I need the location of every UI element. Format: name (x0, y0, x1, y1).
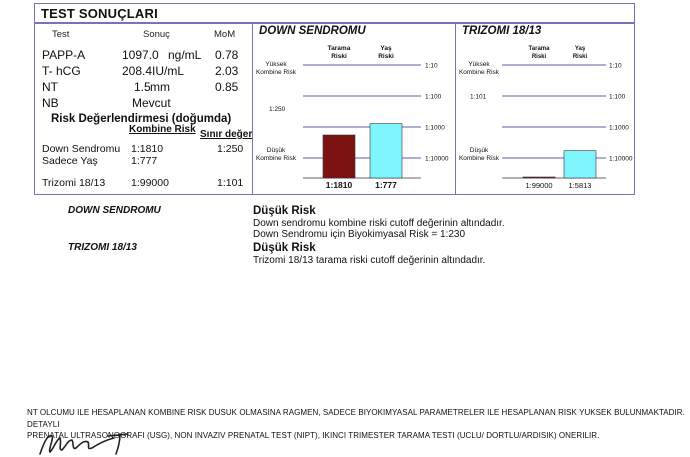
y-tick-label: 1:10000 (609, 155, 633, 163)
footer-line: PRENATAL ULTRASONOGRAFI (USG), NON INVAZIV PRENATAL TEST (NIPT), IKINCI TRIMESTER TARAMA TESTI (UCLU/ DORTLU/ARDISIK) ONERILIR. (27, 431, 600, 440)
panel-top-line (252, 22, 635, 24)
test-name: NB (42, 96, 59, 110)
result-line: Down sendromu kombine riski cutoff değerinin altındadır. (253, 218, 505, 229)
zone-label-low: Düşük (266, 147, 286, 154)
page-title: TEST SONUÇLARI (41, 6, 158, 21)
y-tick-label: 1:1000 (425, 124, 445, 132)
bar (564, 151, 596, 178)
bar (323, 135, 355, 178)
down-syndrome-chart (253, 38, 454, 194)
result-label-trisomy: TRIZOMI 18/13 (68, 242, 137, 253)
chart-title-down: DOWN SENDROMU (259, 25, 366, 37)
test-name: NT (42, 80, 58, 94)
test-value: Mevcut (132, 96, 171, 110)
category-label: Tarama (327, 45, 351, 52)
zone-label-high: Kombine Risk (255, 69, 297, 76)
bar-value-label: 1:777 (375, 180, 397, 190)
zone-label-high: Yüksek (468, 61, 490, 68)
risk-col-cutoff: Sınır değer (200, 129, 252, 140)
col-header-test: Test (52, 29, 70, 40)
trisomy-chart (456, 38, 634, 194)
category-label: Yaş (380, 45, 392, 52)
zone-label-high: Yüksek (265, 61, 287, 68)
title-divider (34, 22, 252, 24)
y-tick-label: 1:10 (609, 62, 622, 70)
bar-value-label: 1:1810 (325, 180, 353, 190)
test-value: 208.4 (122, 64, 153, 78)
cutoff-label: 1:250 (269, 105, 286, 113)
bar-value-label: 1:99000 (525, 181, 553, 190)
col-header-result: Sonuç (143, 29, 170, 40)
footer-line: NT OLCUMU ILE HESAPLANAN KOMBINE RISK DUSUK OLMASINA RAGMEN, SADECE BIYOKIMYASAL PARAMETRELER ILE HESAPLANAN RISK YUKSEK BULUNMAKTADIR. DETAYLI (27, 408, 685, 429)
test-mom: 0.85 (215, 80, 239, 94)
test-name: PAPP-A (42, 48, 86, 62)
result-title-trisomy: Düşük Risk (253, 242, 316, 254)
zone-label-low: Kombine Risk (255, 155, 297, 162)
result-title-down: Düşük Risk (253, 205, 316, 217)
test-name: T- hCG (42, 64, 81, 78)
risk-row-combined: 1:777 (131, 155, 158, 167)
category-label: Riski (572, 54, 588, 60)
chart-title-trisomy: TRIZOMI 18/13 (462, 25, 542, 37)
risk-row-combined: 1:1810 (131, 143, 164, 155)
bar-value-label: 1:5813 (568, 181, 592, 190)
signature (36, 428, 146, 457)
bar (370, 124, 402, 178)
risk-row-cutoff: 1:101 (217, 177, 244, 189)
test-value: 1.5 (134, 80, 151, 94)
y-tick-label: 1:100 (609, 93, 626, 101)
result-label-down: DOWN SENDROMU (68, 205, 161, 216)
risk-row-cutoff: 1:250 (217, 143, 244, 155)
risk-row-name: Sadece Yaş (42, 155, 98, 167)
bar (523, 177, 555, 178)
test-unit: mm (150, 80, 170, 94)
result-line: Down Sendromu için Biyokimyasal Risk = 1:230 (253, 229, 466, 240)
col-header-mom: MoM (214, 29, 236, 40)
zone-label-low: Düşük (469, 147, 489, 154)
risk-row-name: Down Sendromu (42, 143, 121, 155)
category-label: Riski (378, 53, 394, 60)
zone-label-low: Kombine Risk (458, 155, 500, 162)
category-label: Riski (531, 54, 547, 60)
category-label: Tarama (528, 46, 550, 52)
test-mom: 2.03 (215, 64, 239, 78)
y-tick-label: 1:10 (425, 62, 438, 70)
risk-row-name: Trizomi 18/13 (42, 177, 106, 189)
y-tick-label: 1:10000 (425, 155, 449, 163)
risk-title: Risk Değerlendirmesi (doğumda) (51, 113, 232, 125)
test-mom: 0.78 (215, 48, 239, 62)
test-unit: IU/mL (152, 64, 185, 78)
y-tick-label: 1:100 (425, 93, 442, 101)
risk-row-combined: 1:99000 (131, 177, 169, 189)
test-unit: ng/mL (168, 48, 202, 62)
zone-label-high: Kombine Risk (458, 69, 500, 76)
risk-col-combined: Kombine Risk (129, 124, 196, 135)
category-label: Yaş (574, 46, 586, 52)
category-label: Riski (331, 53, 347, 60)
test-value: 1097.0 (122, 48, 159, 62)
cutoff-label: 1:101 (470, 93, 487, 101)
y-tick-label: 1:1000 (609, 124, 629, 132)
risk-col-cutoff-wrap (200, 124, 252, 142)
result-line: Trizomi 18/13 tarama riski cutoff değerinin altındadır. (253, 255, 486, 266)
